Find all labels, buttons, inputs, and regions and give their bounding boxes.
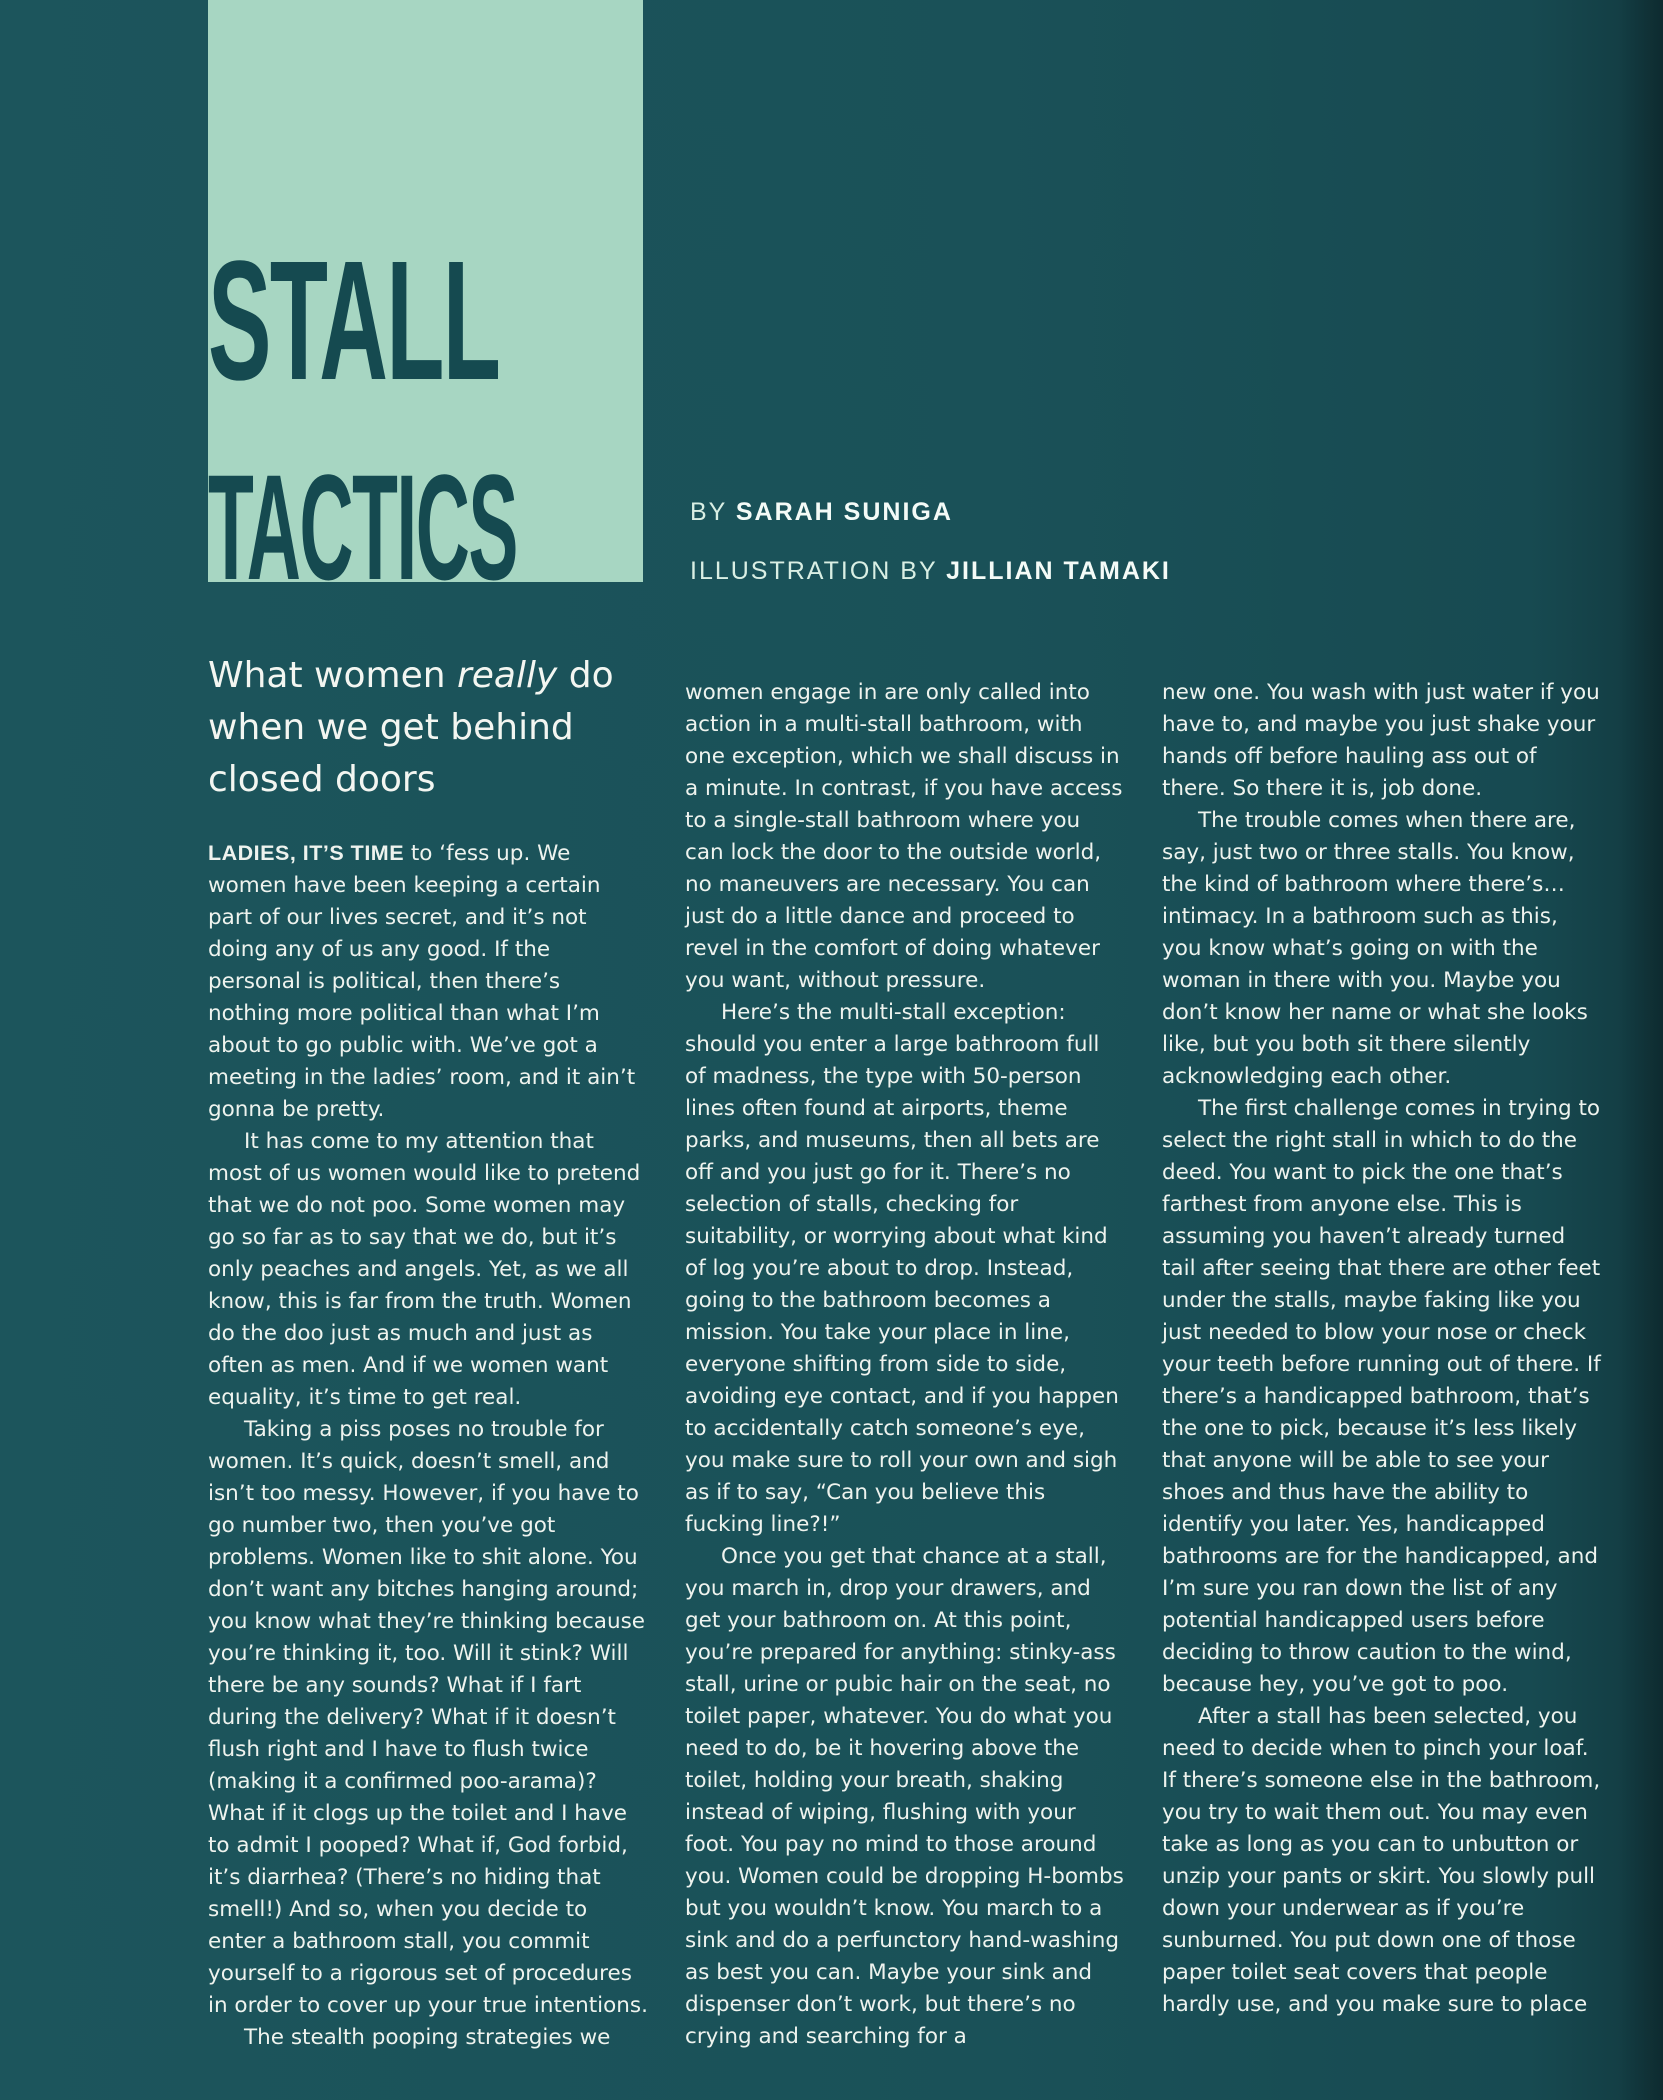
article-column-1 [208,837,648,2054]
deck-subtitle [208,650,648,806]
paragraph: The first challenge comes in trying to select the right stall in which to do the deed. You want to pick the one that’s farthest from anyone else. This is assuming you haven’t already turned tail after seeing that there are other feet under the stalls, maybe faking like you just needed to blow your nose or check your teeth before running out of there. If there’s a handicapped bathroom, that’s the one to pick, because it’s less likely that anyone will be able to see your shoes and thus have the ability to identify you later. Yes, handicapped bathrooms are for the handicapped, and I’m sure you ran down the list of any potential handicapped users before deciding to throw caution to the wind, because hey, you’ve got to poo. [1162,1096,1601,1697]
lead-in: LADIES, IT’S TIME [208,841,405,865]
article-column-3 [1162,677,1602,2021]
byline-author-label: BY [690,498,736,526]
author-name: SARAH SUNIGA [735,498,953,526]
paragraph: After a stall has been selected, you need to decide when to pinch your loaf. If there’s someone else in the bathroom, you try to wait them out. You may even take as long as you can to unbutton or unzip your pants or skirt. You slowly pull down your underwear as if you’re sunburned. You put down one of those paper toilet seat covers that people hardly use, and you make sure to place [1162,1704,1601,2017]
paragraph-text: to ‘fess up. We women have been keeping a certain part of our lives secret, and it’s not doing any of us any good. If the personal is political, then there’s nothing more political than what I’m about to go public with. We’ve got a meeting in the ladies’ room, and it ain’t gonna be pretty. [208,841,636,1122]
deck-before: What women [208,655,457,696]
paragraph: It has come to my attention that most of us women would like to pretend that we do not poo. Some women may go so far as to say that we do, but it’s only peaches and angels. Yet, as we all know, this is far from the truth. Women do the doo just as much and just as often as men. And if we women want equality, it’s time to get real. [208,1129,641,1410]
paragraph [208,837,648,1126]
article-column-2 [685,677,1125,2053]
spine-shadow [1618,0,1663,2100]
paragraph: Here’s the multi-stall exception: should you enter a large bathroom full of madness, the type with 50-person lines often found at airports, theme parks, and museums, then all bets are off and you just go for it. There’s no selection of stalls, checking for suitability, or worrying about what kind of log you’re about to drop. Instead, going to the bathroom becomes a mission. You take your place in line, everyone shifting from side to side, avoiding eye contact, and if you happen to accidentally catch someone’s eye, you make sure to roll your own and sigh as if to say, “Can you believe this fucking line?!” [685,1000,1119,1537]
deck-emphasis: really [456,655,558,696]
paragraph: women engage in are only called into action in a multi-stall bathroom, with one exception, which we shall discuss in a minute. In contrast, if you have access to a single-stall bathroom where you can lock the door to the outside world, no maneuvers are necessary. You can just do a little dance and proceed to revel in the comfort of doing whatever you want, without pressure. [685,680,1123,993]
byline-illustration-label: ILLUSTRATION BY [690,557,947,585]
byline-author [690,498,953,527]
title-line-1: STALL [208,226,500,416]
paragraph: Taking a piss poses no trouble for women. It’s quick, doesn’t smell, and isn’t too messy. However, if you have to go number two, then you’ve got problems. Women like to shit alone. You don’t want any bitches hanging around; you know what they’re thinking because you’re thinking it, too. Will it stink? Will there be any sounds? What if I fart during the delivery? What if it doesn’t flush right and I have to flush twice (making it a confirmed poo-arama)? What if it clogs up the toilet and I have to admit I pooped? What if, God forbid, it’s diarrhea? (There’s no hiding that smell!) And so, when you decide to enter a bathroom stall, you commit yourself to a rigorous set of procedures in order to cover up your true intentions. [208,1417,648,2018]
deck-after: do when we get behind closed doors [208,655,614,800]
title-block [208,0,643,582]
illustrator-name: JILLIAN TAMAKI [946,557,1171,585]
byline-illustrator [690,557,1171,586]
title-line-2: TACTICS [208,443,517,582]
paragraph: The stealth pooping strategies we [244,2025,611,2050]
paragraph: The trouble comes when there are, say, just two or three stalls. You know, the kind of bathroom where there’s… intimacy. In a bathroom such as this, you know what’s going on with the woman in there with you. Maybe you don’t know her name or what she looks like, but you both sit there silently acknowledging each other. [1162,808,1588,1089]
paragraph: Once you get that chance at a stall, you march in, drop your drawers, and get your bathroom on. At this point, you’re prepared for anything: stinky-ass stall, urine or pubic hair on the seat, no toilet paper, whatever. You do what you need to do, be it hovering above the toilet, holding your breath, shaking instead of wiping, flushing with your foot. You pay no mind to those around you. Women could be dropping H-bombs but you wouldn’t know. You march to a sink and do a perfunctory hand-washing as best you can. Maybe your sink and dispenser don’t work, but there’s no crying and searching for a [685,1544,1124,2049]
paragraph: new one. You wash with just water if you have to, and maybe you just shake your hands off before hauling ass out of there. So there it is, job done. [1162,680,1600,801]
